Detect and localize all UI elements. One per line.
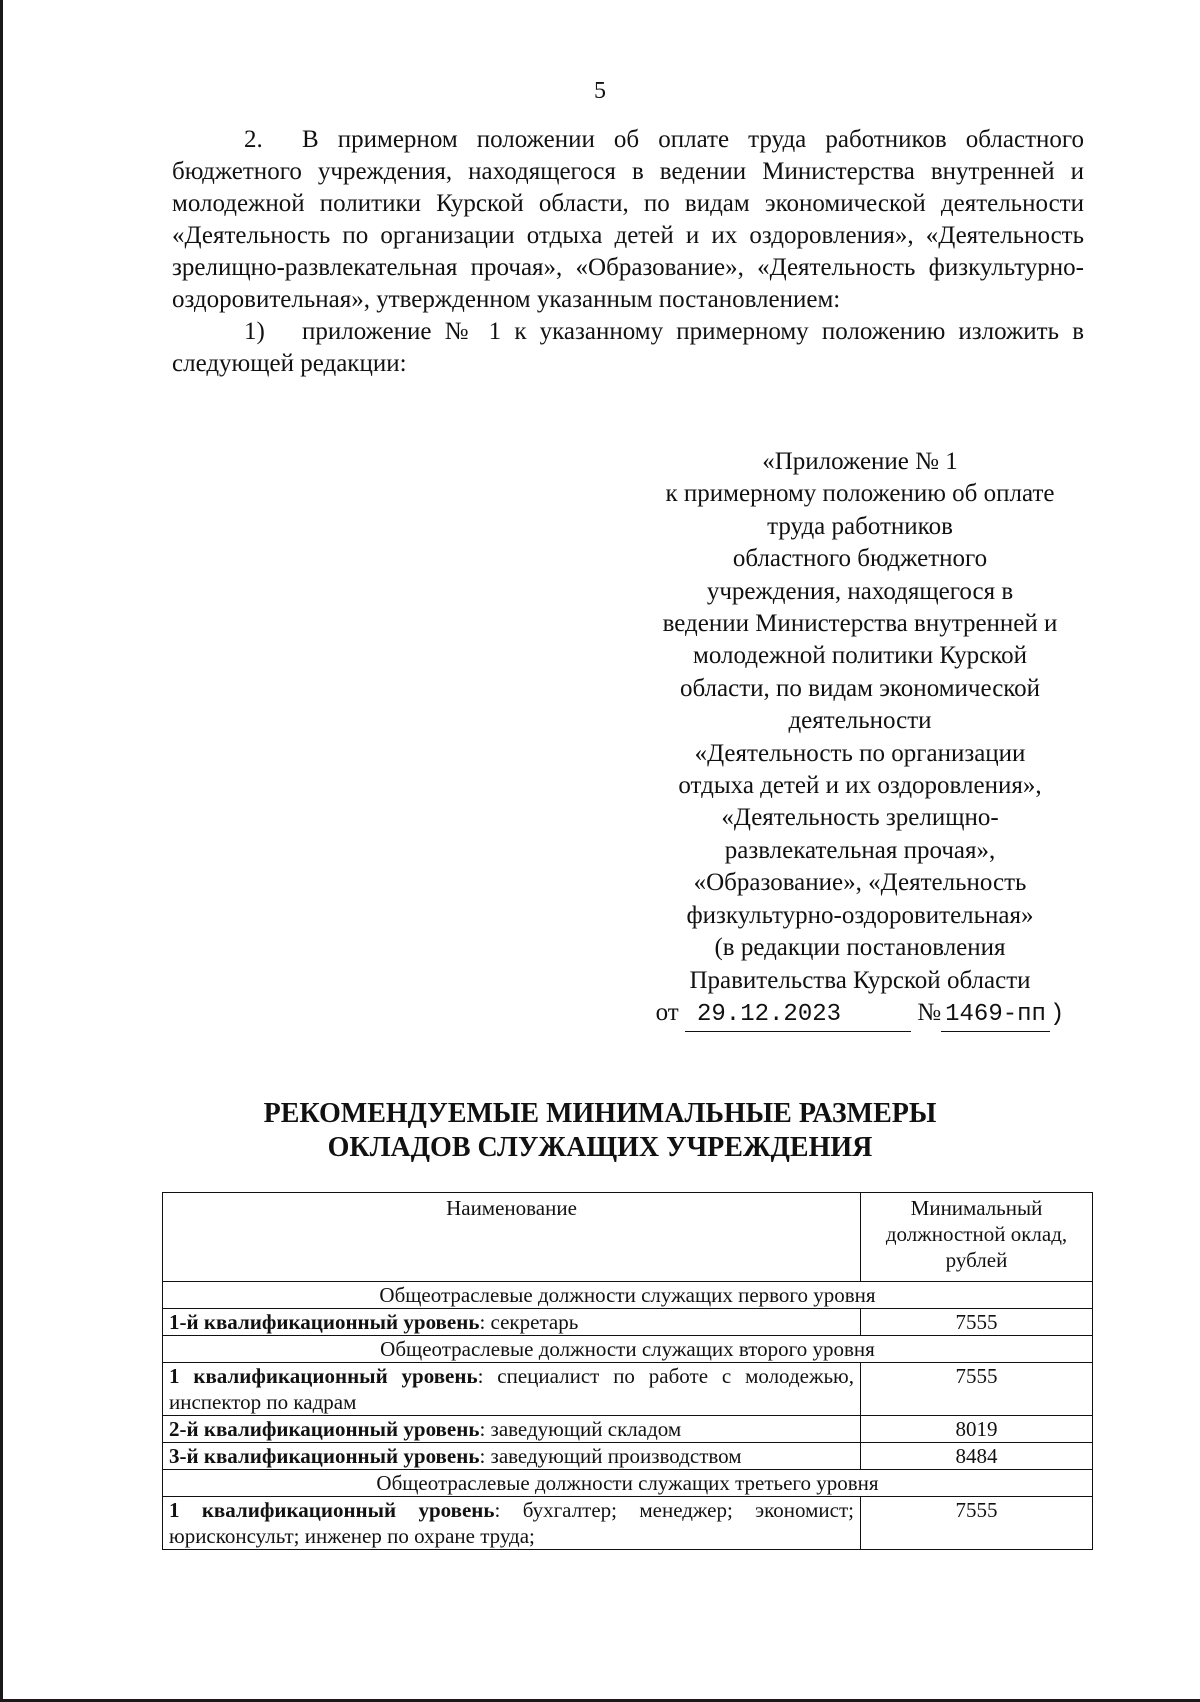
table-row xyxy=(163,1416,1093,1443)
section-title: Общеотраслевые должности служащих третьего уровня xyxy=(163,1470,1093,1497)
appendix-line: «Деятельность по организации xyxy=(694,739,1026,767)
title-line-1: РЕКОМЕНДУЕМЫЕ МИНИМАЛЬНЫЕ РАЗМЕРЫ xyxy=(263,1098,937,1129)
appendix-line: молодежной политики Курской xyxy=(693,642,1027,670)
table-row xyxy=(163,1363,1093,1416)
paragraph-number: 1) xyxy=(244,318,265,345)
table-title xyxy=(0,1097,1200,1165)
appendix-line: деятельности xyxy=(788,707,932,735)
intro-text xyxy=(172,124,1084,380)
appendix-line: физкультурно-оздоровительная» xyxy=(686,901,1034,929)
appendix-line: (в редакции постановления xyxy=(714,934,1006,962)
appendix-line: «Деятельность зрелищно- xyxy=(721,804,999,832)
appendix-line: Правительства Курской области xyxy=(689,966,1031,994)
paragraph-number: 2. xyxy=(244,126,263,153)
row-value: 7555 xyxy=(861,1363,1093,1416)
section-row xyxy=(163,1470,1093,1497)
row-value: 7555 xyxy=(861,1497,1093,1550)
appendix-line: к примерному положению об оплате xyxy=(665,480,1055,508)
title-line-2: ОКЛАДОВ СЛУЖАЩИХ УЧРЕЖДЕНИЯ xyxy=(327,1132,873,1163)
appendix-line: развлекательная прочая», xyxy=(724,836,996,864)
paragraph-text: В примерном положении об оплате труда работников областного бюджетного учреждения, находящегося в ведении Министерства внутренней и молодежной политики Курской области, по видам экономической деятельности «Деятельность по организации отдыха детей и их оздоровления», «Деятельность зрелищно-развлекательная прочая», «Образование», «Деятельность физкультурно-оздоровительная», утвержденном указанным постановлением: xyxy=(172,126,1084,313)
level-label: 3-й квалификационный уровень xyxy=(169,1444,480,1468)
positions: : бухгалтер; менеджер; экономист; юрисконсульт; инженер по охране труда; xyxy=(169,1498,854,1548)
row-name xyxy=(163,1363,861,1416)
level-label: 2-й квалификационный уровень xyxy=(169,1417,480,1441)
number-prefix: № xyxy=(917,998,942,1026)
scan-edge-left xyxy=(0,0,3,1702)
header-name: Наименование xyxy=(163,1193,861,1282)
section-row xyxy=(163,1336,1093,1363)
table-row xyxy=(163,1497,1093,1550)
decree-number: 1469-пп xyxy=(941,999,1050,1032)
row-value: 8019 xyxy=(861,1416,1093,1443)
row-name xyxy=(163,1309,861,1336)
row-value: 7555 xyxy=(861,1309,1093,1336)
appendix-line: труда работников xyxy=(767,512,953,540)
number-suffix: ) xyxy=(1049,1000,1065,1028)
level-label: 1 квалификационный уровень xyxy=(169,1364,478,1388)
salary-table xyxy=(162,1192,1093,1550)
intro-paragraph-2-1 xyxy=(172,316,1084,380)
appendix-line: «Приложение № 1 xyxy=(762,448,958,475)
appendix-line: области, по видам экономической xyxy=(679,674,1041,702)
positions: : заведующий производством xyxy=(479,1444,742,1468)
table-row xyxy=(163,1309,1093,1336)
header-value: Минимальный должностной оклад, рублей xyxy=(861,1193,1093,1282)
decree-date: 29.12.2023 xyxy=(685,999,911,1032)
positions: : секретарь xyxy=(479,1310,579,1334)
paragraph-text: приложение № 1 к указанному примерному положению изложить в следующей редакции: xyxy=(172,318,1084,377)
positions: : специалист по работе с молодежью, инспектор по кадрам xyxy=(169,1364,854,1414)
level-label: 1-й квалификационный уровень xyxy=(169,1310,480,1334)
appendix-date-line xyxy=(615,997,1105,1032)
intro-paragraph-2 xyxy=(172,124,1084,316)
positions: : заведующий складом xyxy=(479,1417,682,1441)
row-name xyxy=(163,1497,861,1550)
row-value: 8484 xyxy=(861,1443,1093,1470)
row-name xyxy=(163,1416,861,1443)
table-header-row xyxy=(163,1193,1093,1282)
section-row xyxy=(163,1282,1093,1309)
section-title: Общеотраслевые должности служащих второго уровня xyxy=(163,1336,1093,1363)
date-prefix: от xyxy=(655,998,679,1026)
level-label: 1 квалификационный уровень xyxy=(169,1498,495,1522)
page-number: 5 xyxy=(594,78,606,104)
appendix-line: «Образование», «Деятельность xyxy=(693,869,1027,897)
appendix-line: областного бюджетного xyxy=(732,545,988,573)
appendix-line: ведении Министерства внутренней и xyxy=(662,610,1058,638)
appendix-header xyxy=(615,446,1105,1032)
appendix-line: отдыха детей и их оздоровления», xyxy=(678,772,1042,800)
table-row xyxy=(163,1443,1093,1470)
section-title: Общеотраслевые должности служащих первого уровня xyxy=(163,1282,1093,1309)
row-name xyxy=(163,1443,861,1470)
appendix-line: учреждения, находящегося в xyxy=(706,577,1014,605)
